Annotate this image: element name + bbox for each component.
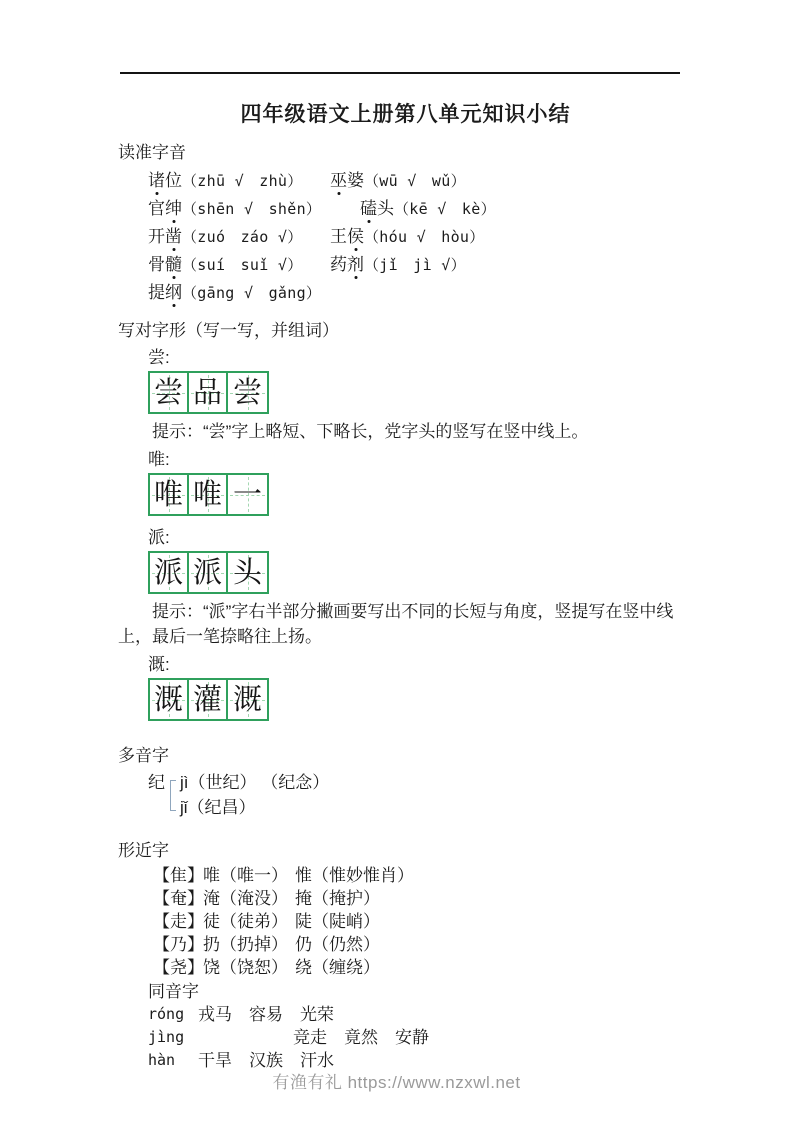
similar-row [153,933,693,956]
character-practice-grid [148,551,269,594]
radical-label: 【尧】 [153,958,204,977]
grid-cell [150,553,189,592]
pinyin-options: （zhū √ zhù） [182,172,303,190]
similar-word-b: 绕（缠绕） [295,958,380,977]
word-with-emphasis [148,199,182,218]
grid-cell [228,553,267,592]
pronunciation-list [118,167,693,307]
polyphone-character: 纪 [148,773,165,792]
grid-cell [189,475,228,514]
grid-character: 唯 [153,477,183,511]
section-homophones [118,980,693,1072]
pinyin-options: （zuó záo √） [182,228,303,246]
page-title: 四年级语文上册第八单元知识小结 [240,103,571,126]
pronunciation-item [148,279,330,307]
writing-heading: 写对字形（写一写，并组词） [118,321,339,340]
grid-character: 唯 [192,477,222,511]
emphasis-dot-char: 侯 [347,223,364,250]
homophone-pinyin: róng [148,1005,185,1023]
character-practice-grid [148,473,269,516]
word-pre: 官 [148,199,165,218]
pronunciation-item [360,195,496,223]
similar-word-b: 陡（陡峭） [295,912,380,931]
similar-row [153,887,693,910]
similar-word-b: 惟（惟妙惟肖） [295,866,414,885]
reading-line: jǐ（纪昌） [180,798,256,817]
emphasis-dot-char: 磕 [360,195,377,222]
pronunciation-item [330,223,485,251]
grid-character: 品 [192,375,222,409]
pronunciation-item [330,251,466,279]
emphasis-dot-char: 剂 [347,251,364,278]
homophone-pinyin: hàn [148,1051,176,1069]
word-pre: 药 [330,255,347,274]
grid-cell [189,373,228,412]
section-pronunciation [118,142,693,307]
word-pre: 提 [148,283,165,302]
emphasis-dot-char: 纲 [165,279,182,306]
word-with-emphasis [148,227,182,246]
grid-character: 一 [232,477,262,511]
grid-character: 尝 [153,375,183,409]
homophone-row [148,1026,693,1049]
emphasis-dot-char: 髓 [165,251,182,278]
writing-item-label: 尝: [148,348,170,367]
section-similar-characters [118,840,693,979]
grid-cell [228,475,267,514]
radical-label: 【走】 [153,912,204,931]
homophone-row [148,1003,693,1026]
grid-cell [228,680,267,719]
pinyin-options: （shēn √ shěn） [182,200,322,218]
pinyin-options: （gāng √ gǎng） [182,284,322,302]
grid-cell [228,373,267,412]
word-pre: 开 [148,227,165,246]
homophone-words: 戎马 容易 光荣 [198,1005,334,1024]
word-with-emphasis [330,227,364,246]
word-post: 位 [165,171,182,190]
grid-cell [150,475,189,514]
homophone-pinyin: jìng [148,1028,185,1046]
emphasis-dot-char: 诸 [148,167,165,194]
similar-word-a: 扔（扔掉） [203,935,288,954]
grid-character: 灌 [192,682,222,716]
writing-hint: 提示：“派”字右半部分撇画要写出不同的长短与角度，竖提写在竖中线上，最后一笔捺略往上扬。 [118,602,674,646]
pinyin-options: （suí suǐ √） [182,256,303,274]
similar-heading: 形近字 [118,841,169,860]
similar-row [153,864,693,887]
emphasis-dot-char: 凿 [165,223,182,250]
word-with-emphasis [148,283,182,302]
grid-cell [150,373,189,412]
similar-word-a: 淹（淹没） [203,889,288,908]
grid-character: 派 [153,555,183,589]
character-practice-grid [148,371,269,414]
similar-word-b: 掩（掩护） [295,889,380,908]
pronunciation-row [118,167,693,195]
writing-hint: 提示：“尝”字上略短、下略长，党字头的竖写在竖中线上。 [152,422,589,441]
similar-word-a: 唯（唯一） [203,866,288,885]
similar-row [153,956,693,979]
similar-word-b: 仍（仍然） [295,935,380,954]
polyphone-entry [148,770,693,820]
grid-cell [189,680,228,719]
word-with-emphasis [330,171,364,190]
writing-item-label: 派: [148,528,170,547]
pronunciation-row [118,251,693,279]
emphasis-dot-char: 绅 [165,195,182,222]
polyphone-readings [180,770,329,820]
grid-cell [150,680,189,719]
pronunciation-item [148,251,330,279]
pronunciation-row [118,279,693,307]
similar-word-a: 徒（徒弟） [203,912,288,931]
section-writing [118,320,693,721]
homophone-words: 竞走 竟然 安静 [293,1028,429,1047]
grid-character: 溉 [153,682,183,716]
similar-list [118,864,693,979]
word-with-emphasis [148,171,182,190]
pronunciation-item [148,167,330,195]
watermark-footer: 有渔有礼 https://www.nzxwl.net [272,1073,521,1092]
similar-row [153,910,693,933]
pronunciation-item [148,223,330,251]
word-pre: 王 [330,227,347,246]
pronunciation-item [148,195,330,223]
emphasis-dot-char: 巫 [330,167,347,194]
pinyin-options: （wū √ wǔ） [364,172,466,190]
grid-character: 派 [192,555,222,589]
pronunciation-row [118,195,693,223]
grid-character: 溉 [232,682,262,716]
writing-item-label: 唯: [148,450,170,469]
radical-label: 【奄】 [153,889,204,908]
section-polyphone [118,745,693,820]
brace-icon [170,780,176,811]
pronunciation-row [118,223,693,251]
word-with-emphasis [148,255,182,274]
radical-label: 【隹】 [153,866,204,885]
word-post: 头 [377,199,394,218]
polyphone-heading: 多音字 [118,746,169,765]
pronunciation-heading: 读准字音 [118,143,186,162]
pinyin-options: （hóu √ hòu） [364,228,485,246]
pronunciation-item [330,167,466,195]
word-post: 婆 [347,171,364,190]
word-pre: 骨 [148,255,165,274]
grid-character: 尝 [232,375,262,409]
header-rule [120,72,680,74]
grid-cell [189,553,228,592]
word-with-emphasis [360,199,394,218]
writing-item-label: 溉: [148,655,170,674]
word-with-emphasis [330,255,364,274]
grid-character: 头 [232,555,262,589]
similar-word-a: 饶（饶恕） [203,958,288,977]
radical-label: 【乃】 [153,935,204,954]
homophone-words: 干旱 汉族 汗水 [198,1051,334,1070]
pinyin-options: （jǐ jì √） [364,256,466,274]
pinyin-options: （kē √ kè） [394,200,496,218]
homophone-heading: 同音字 [148,982,199,1001]
character-practice-grid [148,678,269,721]
reading-line: jì（世纪） （纪念） [180,773,330,792]
